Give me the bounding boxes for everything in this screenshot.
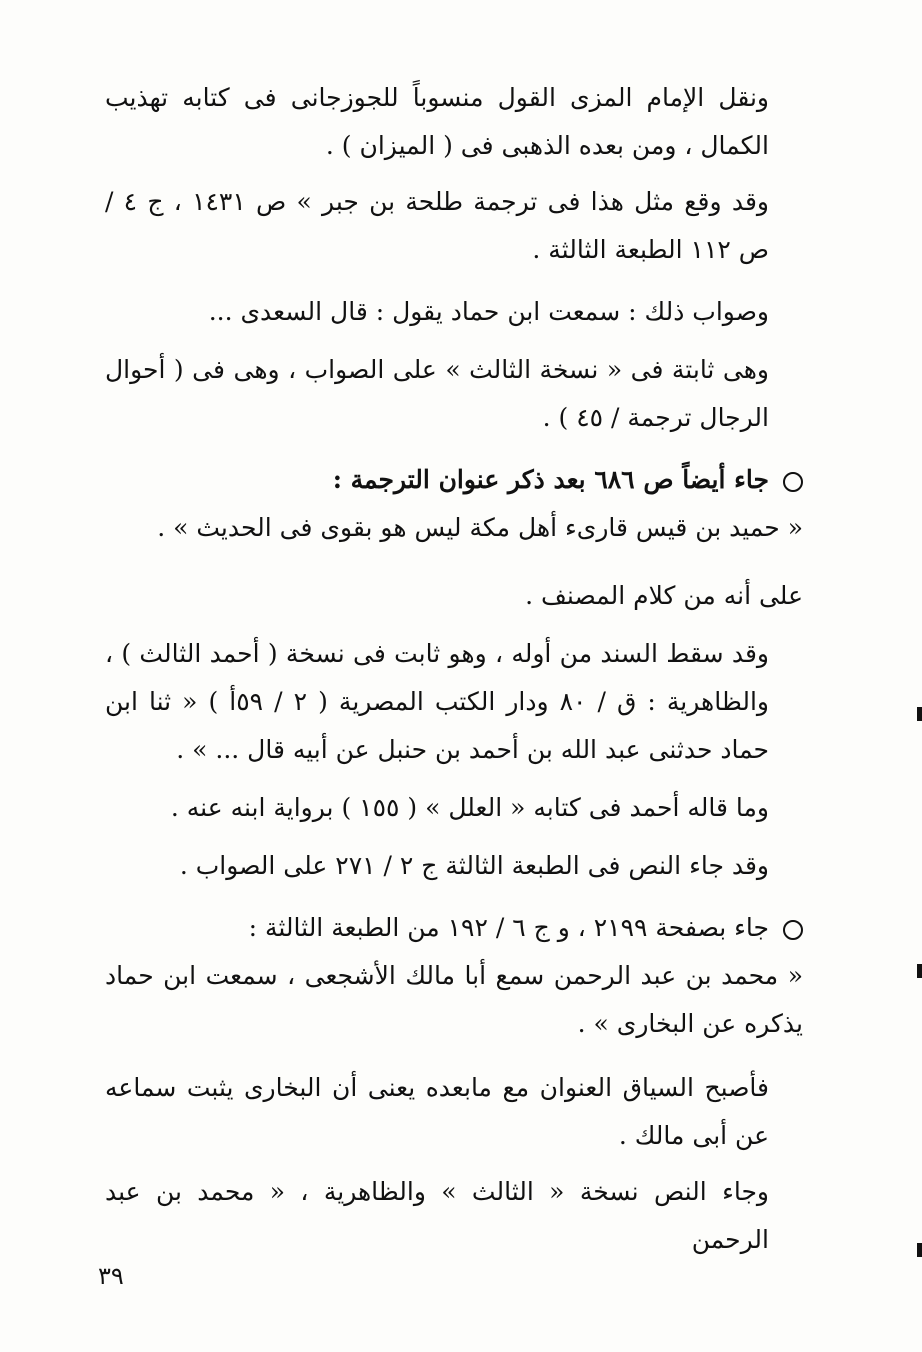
- paragraph-mizzi: [105, 74, 803, 170]
- paragraph-text: وقد وقع مثل هذا فى ترجمة طلحة بن جبر » ص ١٤٣١ ، ج ٤ / ص ١١٢ الطبعة الثالثة .: [105, 187, 769, 264]
- paragraph-text: على أنه من كلام المصنف .: [525, 581, 803, 610]
- paragraph-text: وجاء النص نسخة « الثالث » والظاهرية ، « محمد بن عبد الرحمن: [105, 1177, 769, 1254]
- quote-text: « حميد بن قيس قارىء أهل مكة ليس هو بقوى فى الحديث » .: [157, 513, 803, 542]
- paragraph-text: وقد سقط السند من أوله ، وهو ثابت فى نسخة ( أحمد الثالث ) ، والظاهرية : ق / ٨٠ ودار الكتب المصرية ( ٢ / ٥٩أ ) « ثنا ابن حماد حدثنى عبد الله بن أحمد بن حنبل عن أبيه قال ... » .: [105, 639, 769, 764]
- page-number: ٣٩: [98, 1262, 124, 1290]
- paragraph-correction: [105, 288, 803, 336]
- paragraph-zahiriyya: [105, 1168, 803, 1264]
- paragraph-third-edition: [105, 842, 803, 890]
- paragraph-text: فأصبح السياق العنوان مع مابعده يعنى أن البخارى يثبت سماعه عن أبى مالك .: [105, 1073, 769, 1150]
- paragraph-text: وقد جاء النص فى الطبعة الثالثة ج ٢ / ٢٧١ على الصواب .: [179, 851, 769, 880]
- paragraph-third-copy: [105, 346, 803, 442]
- section-heading: [105, 904, 803, 952]
- scan-edge-mark: [917, 1243, 922, 1257]
- paragraph-isnad: [105, 630, 803, 774]
- paragraph-text: وهى ثابتة فى « نسخة الثالث » على الصواب ، وهى فى ( أحوال الرجال ترجمة / ٤٥ ) .: [105, 355, 769, 432]
- circle-bullet-icon: [783, 472, 803, 492]
- section-page-686: [105, 456, 803, 552]
- scan-edge-mark: [917, 707, 922, 721]
- paragraph-text: وما قاله أحمد فى كتابه « العلل » ( ١٥٥ ) برواية ابنه عنه .: [170, 793, 769, 822]
- paragraph-talha: [105, 178, 803, 274]
- circle-bullet-icon: [783, 920, 803, 940]
- section-heading-text: جاء أيضاً ص ٦٨٦ بعد ذكر عنوان الترجمة :: [332, 465, 769, 494]
- paragraph-author-words: [105, 572, 803, 620]
- paragraph-ilal: [105, 784, 803, 832]
- section-heading-text: جاء بصفحة ٢١٩٩ ، و ج ٦ / ١٩٢ من الطبعة الثالثة :: [248, 913, 769, 942]
- scan-edge-mark: [917, 964, 922, 978]
- section-heading: [105, 456, 803, 504]
- paragraph-text: وصواب ذلك : سمعت ابن حماد يقول : قال السعدى ...: [208, 297, 769, 326]
- paragraph-context: [105, 1064, 803, 1160]
- quote-text: « محمد بن عبد الرحمن سمع أبا مالك الأشجعى ، سمعت ابن حماد يذكره عن البخارى » .: [105, 961, 803, 1038]
- paragraph-text: ونقل الإمام المزى القول منسوباً للجوزجانى فى كتابه تهذيب الكمال ، ومن بعده الذهبى فى ( الميزان ) .: [105, 83, 769, 160]
- section-page-2199: [105, 904, 803, 1048]
